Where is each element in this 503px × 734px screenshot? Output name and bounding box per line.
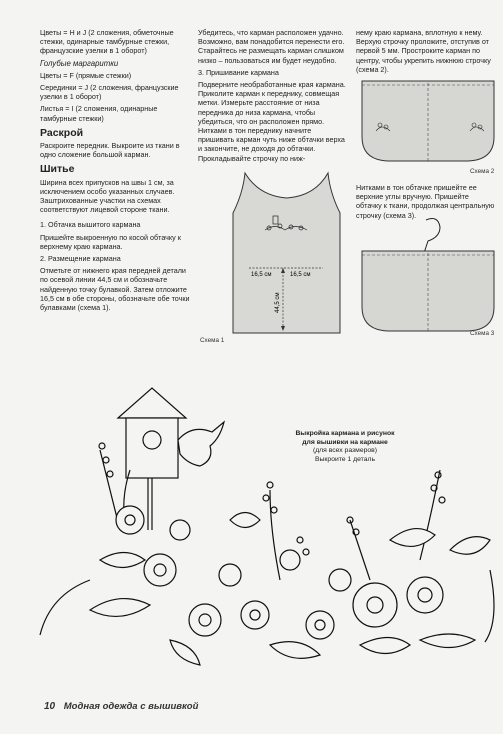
subheading: Голубые маргаритки <box>40 58 119 68</box>
step-title: 2. Размещение кармана <box>40 254 121 264</box>
paragraph: Раскроите передник. Выкроите из ткани в одно сложение большой карман. <box>40 141 180 160</box>
diagram-caption-2: Схема 2 <box>470 168 495 175</box>
flower-icon <box>306 611 334 639</box>
pattern-caption-line: (для всех размеров) <box>312 447 378 455</box>
paragraph: Цветы = F (прямые стежки) <box>40 70 132 80</box>
paragraph: Листья = I (2 сложения, одинарные тамбурные стежки) <box>40 104 158 123</box>
paragraph: нему краю кармана, вплотную к нему. Верхую строчку проложите, отступив от первой 5 мм. Простроките карман по центру, чтобы укрепить нижнюю строчку (схема 2). <box>356 28 491 74</box>
paragraph: Серединки = J (2 сложения, французские узелки в 1 оборот) <box>40 83 179 102</box>
pocket-diagram-2 <box>358 75 500 170</box>
flower-icon <box>144 554 176 586</box>
page-number: 10 <box>44 701 56 712</box>
apron-diagram <box>225 168 365 348</box>
leaf-icon <box>420 634 475 648</box>
step-title: 3. Пришивание кармана <box>198 67 279 77</box>
text-column-right <box>356 28 496 77</box>
pattern-caption-line: Выкройка кармана и рисунок <box>295 430 395 437</box>
pocket-diagram-3 <box>358 215 500 335</box>
diagram-caption-3: Схема 3 <box>470 330 495 337</box>
paragraph: Нитками в тон обтачке пришейте ее верхние углы вручную. Пришейте обтачку к ткани, продолжая центральную строчку (схема 3). <box>356 183 495 220</box>
measure-h-left: 16,5 см <box>251 272 272 278</box>
paragraph: Подверните необработанные края кармана. Приколите карман к переднику, совмещая метки. Измерьте расстояние от низа передника до низа кармана, чтобы убедиться, что он расположен прямо. Нитками в тон переднику начните пришивать карман чуть ниже обтачки верха и закончите, не доходя до обтачки. Прокладывайте строчку по ниж- <box>198 80 346 163</box>
leaf-icon <box>270 642 320 659</box>
flower-icon <box>219 564 241 586</box>
flower-icon <box>280 550 300 570</box>
leaf-icon <box>360 638 410 654</box>
measure-h-right: 16,5 см <box>290 272 311 278</box>
measure-vertical: 44,5 см <box>275 292 281 313</box>
section-heading-cut: Раскрой <box>40 126 84 139</box>
birdhouse-roof-icon <box>118 388 186 418</box>
pattern-caption-line: Выкроите 1 деталь <box>315 455 375 463</box>
flower-icon <box>241 601 269 629</box>
flower-icon <box>329 569 351 591</box>
leaf-icon <box>450 537 490 555</box>
step-title: 1. Обтачка вышитого кармана <box>40 220 141 230</box>
flower-icon <box>189 604 221 636</box>
flower-icon <box>353 583 397 627</box>
birdhouse-icon <box>126 418 178 478</box>
page-footer <box>44 701 198 712</box>
flower-icon <box>116 506 144 534</box>
publication-title: Модная одежда с вышивкой <box>63 701 199 712</box>
leaf-icon <box>230 513 260 528</box>
section-heading-sew: Шитье <box>40 163 75 176</box>
leaf-icon <box>170 640 200 665</box>
paragraph: Пришейте выкроенную по косой обтачку к верхнему краю кармана. <box>40 232 181 251</box>
embroidery-pattern <box>30 380 500 670</box>
paragraph: Отметьте от нижнего края передней детали по осевой линии 44,5 см и обозначьте найденную точку булавкой. Затем отложите 16,5 см в обе стороны, обозначьте обе точки булавками (схема 1). <box>40 266 190 313</box>
flower-icon <box>407 577 443 613</box>
text-column-left <box>40 28 190 315</box>
text-column-middle <box>198 28 348 166</box>
leaf-icon <box>90 599 150 617</box>
paragraph: Ширина всех припусков на швы 1 см, за исключением особо указанных случаев. Заштрихованные участки на схемах соответствуют лицевой стороне ткани. <box>40 177 175 215</box>
paragraph: Убедитесь, что карман расположен удачно. Возможно, вам понадобится перенести его. Старайтесь не размещать карман слишком низко – пользоваться им будет неудобно. <box>198 28 345 65</box>
pattern-caption-line: для вышивки на кармане <box>302 438 388 446</box>
leaf-icon <box>100 553 145 568</box>
flower-icon <box>170 520 190 540</box>
bird-icon <box>178 422 224 466</box>
diagram-caption-1: Схема 1 <box>200 337 225 344</box>
leaf-icon <box>390 529 435 547</box>
paragraph: Цветы = Н и J (2 сложения, обметочные стежки, одинарные тамбурные стежки, французские узелки в 1 оборот) <box>40 28 174 56</box>
